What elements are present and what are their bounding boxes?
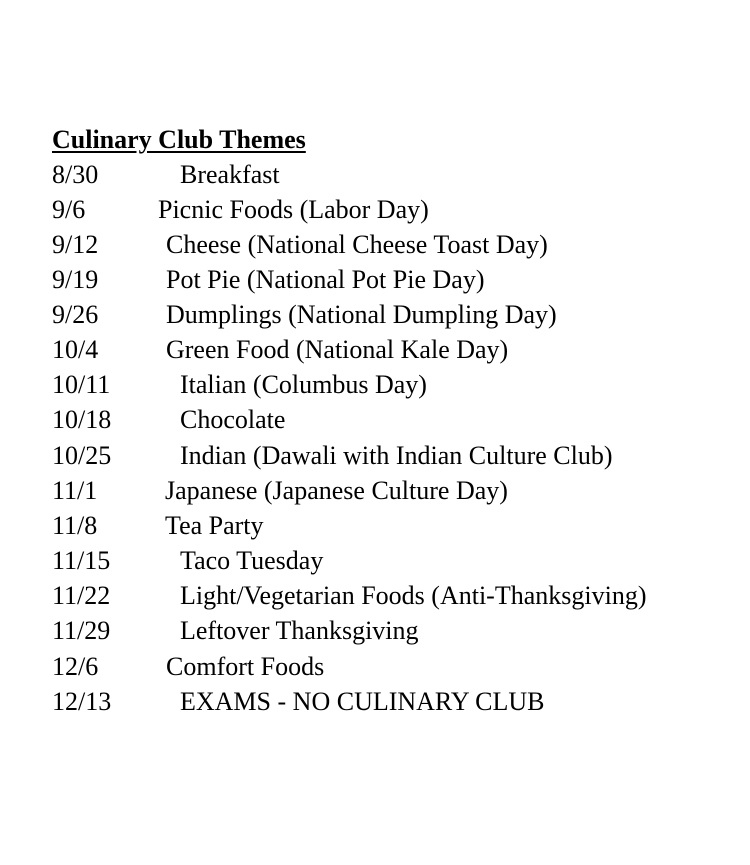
schedule-row	[0, 580, 750, 615]
row-date: 9/19	[52, 265, 99, 294]
row-theme: Chocolate	[180, 405, 286, 434]
row-date: 12/6	[52, 652, 99, 681]
row-date: 11/15	[52, 546, 111, 575]
row-date: 9/6	[52, 195, 86, 224]
row-theme: Cheese (National Cheese Toast Day)	[166, 230, 548, 259]
schedule-row	[0, 686, 750, 721]
row-date: 11/8	[52, 511, 98, 540]
row-date: 10/25	[52, 441, 112, 470]
row-theme: Taco Tuesday	[180, 546, 324, 575]
row-theme: Breakfast	[180, 160, 280, 189]
schedule-row	[0, 369, 750, 404]
row-theme: Comfort Foods	[166, 652, 325, 681]
schedule-row	[0, 651, 750, 686]
row-theme: Italian (Columbus Day)	[180, 370, 427, 399]
schedule-row	[0, 510, 750, 545]
row-date: 9/26	[52, 300, 99, 329]
schedule-row	[0, 159, 750, 194]
schedule-row	[0, 615, 750, 650]
row-theme: Dumplings (National Dumpling Day)	[166, 300, 557, 329]
document-title: Culinary Club Themes	[52, 125, 306, 154]
row-date: 9/12	[52, 230, 99, 259]
row-theme: Japanese (Japanese Culture Day)	[165, 476, 508, 505]
row-theme: Pot Pie (National Pot Pie Day)	[166, 265, 485, 294]
schedule-row	[0, 475, 750, 510]
row-date: 11/29	[52, 616, 111, 645]
row-date: 8/30	[52, 160, 99, 189]
schedule-row	[0, 299, 750, 334]
row-theme: Indian (Dawali with Indian Culture Club)	[180, 441, 613, 470]
row-date: 11/1	[52, 476, 98, 505]
schedule-row	[0, 194, 750, 229]
row-theme: Picnic Foods (Labor Day)	[158, 195, 429, 224]
schedule-row	[0, 229, 750, 264]
row-date: 10/11	[52, 370, 111, 399]
row-date: 10/4	[52, 335, 99, 364]
row-theme: Leftover Thanksgiving	[180, 616, 419, 645]
row-theme: Light/Vegetarian Foods (Anti-Thanksgiving)	[180, 581, 647, 610]
schedule-row	[0, 264, 750, 299]
row-theme: Green Food (National Kale Day)	[166, 335, 509, 364]
row-date: 10/18	[52, 405, 112, 434]
row-theme: EXAMS - NO CULINARY CLUB	[180, 687, 545, 716]
row-date: 12/13	[52, 687, 112, 716]
schedule-row	[0, 440, 750, 475]
schedule-row	[0, 334, 750, 369]
row-theme: Tea Party	[165, 511, 264, 540]
row-date: 11/22	[52, 581, 111, 610]
schedule-row	[0, 545, 750, 580]
schedule-row	[0, 404, 750, 439]
